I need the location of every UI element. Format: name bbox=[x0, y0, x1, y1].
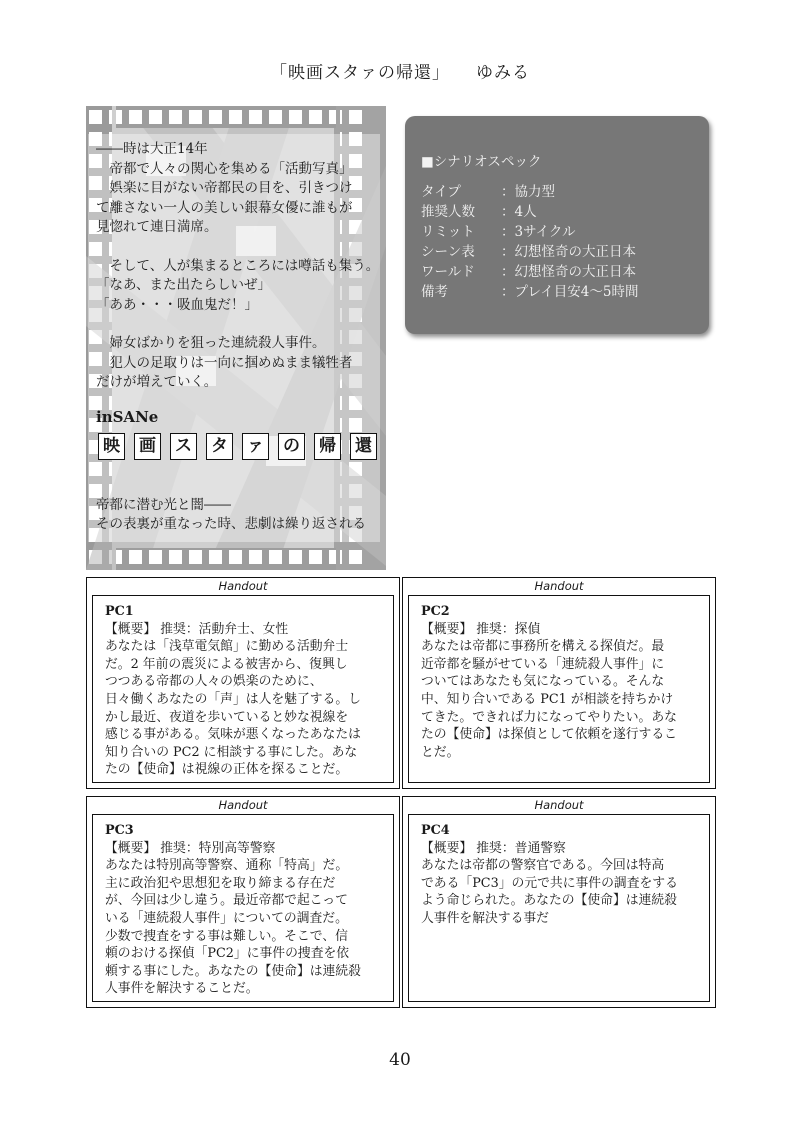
spec-title: ■シナリオスペック bbox=[421, 154, 542, 170]
spec-row: シーン表 ：幻想怪奇の大正日本 bbox=[421, 244, 636, 260]
handout-frame bbox=[92, 595, 394, 783]
title-char: 画 bbox=[134, 433, 161, 460]
title-char: 映 bbox=[98, 433, 125, 460]
title-char: タ bbox=[206, 433, 233, 460]
handout-label: Handout bbox=[218, 579, 268, 593]
title-char: ス bbox=[170, 433, 197, 460]
page-header bbox=[0, 58, 800, 83]
handout-summary: 【概要】 推奨：活動弁士、女性 bbox=[105, 621, 289, 637]
handout-summary: 【概要】 推奨：普通警察 bbox=[421, 840, 566, 856]
system-name: inSANe bbox=[96, 408, 159, 426]
handout-label: Handout bbox=[534, 579, 584, 593]
title-char: 帰 bbox=[314, 433, 341, 460]
handout-body: PC2 【概要】 推奨：探偵 あなたは帝都に事務所を構える探偵だ。最 近帝都を騒がせている「連続殺人事件」に ついてはあなたも気になっている。そんな 中、知り合いである PC1 が相談を持ちかけ てきた。できれば力になってやりたい。あな たの【使命】は探偵として依頼を遂行するこ とだ。 bbox=[421, 603, 697, 761]
tagline: 帝都に潜む光と闇―― bbox=[96, 497, 231, 513]
handout-summary: 【概要】 推奨：特別高等警察 bbox=[105, 840, 276, 856]
handout-pc4 bbox=[402, 796, 716, 1008]
handout-label: Handout bbox=[534, 798, 584, 812]
handout-pc2 bbox=[402, 577, 716, 789]
handout-frame bbox=[408, 814, 710, 1002]
spec-row: リミット ：3サイクル bbox=[421, 224, 576, 240]
handout-body: PC4 【概要】 推奨：普通警察 あなたは帝都の警察官である。今回は特高 である「PC3」の元で共に事件の調査をする よう命じられた。あなたの【使命】は連続殺 人事件を解決する事だ bbox=[421, 822, 697, 928]
spec-row: 推奨人数 ：4人 bbox=[421, 204, 537, 220]
page-number: 40 bbox=[389, 1050, 411, 1070]
scenario-spec-box bbox=[405, 116, 709, 334]
handout-body: PC1 【概要】 推奨：活動弁士、女性 あなたは「浅草電気館」に勤める活動弁士 だ。2 年前の震災による被害から、復興し つつある帝都の人々の娯楽のために、 日々働くあなたの「声」は人を魅了する。し かし最近、夜道を歩いていると妙な視線を 感じる事がある。気味が悪くなったあなたは 知り合いの PC2 に相談する事にした。あな たの【使命】は視線の正体を探ることだ。 bbox=[105, 603, 381, 779]
intro-paragraph: ――時は大正14年 帝都で人々の関心を集める「活動写真」 娯楽に目がない帝都民の目を、引きつけ て離さない一人の美しい銀幕女優に誰もが 見惚れて連日満席。 bbox=[96, 141, 353, 235]
pc-name: PC1 bbox=[105, 604, 134, 619]
spec-row: ワールド ：幻想怪奇の大正日本 bbox=[421, 264, 636, 280]
author-name: ゆみる bbox=[476, 63, 530, 83]
spec-row: 備考 ：プレイ目安4～5時間 bbox=[421, 284, 639, 300]
handout-summary: 【概要】 推奨：探偵 bbox=[421, 621, 541, 637]
title-char: の bbox=[278, 433, 305, 460]
title-logo bbox=[98, 433, 377, 460]
spec-row: タイプ ：協力型 bbox=[421, 184, 555, 200]
handout-frame bbox=[92, 814, 394, 1002]
handout-pc1 bbox=[86, 577, 400, 789]
intro-paragraph: 婦女ばかりを狙った連続殺人事件。 犯人の足取りは一向に掴めぬまま犠牲者 だけが増えていく。 bbox=[96, 335, 353, 390]
handout-body: PC3 【概要】 推奨：特別高等警察 あなたは特別高等警察、通称「特高」だ。 主に政治犯や思想犯を取り締まる存在だ が、今回は少し違う。最近帝都で起こって いる「連続殺人事件」についての調査だ。 少数で捜査をする事は難しい。そこで、信 頼のおける探偵「PC2」に事件の捜査を依 頼する事にした。あなたの【使命】は連続殺 人事件を解決することだ。 bbox=[105, 822, 381, 998]
pc-name: PC4 bbox=[421, 823, 450, 838]
intro-block bbox=[86, 106, 386, 570]
handout-pc3 bbox=[86, 796, 400, 1008]
scenario-title: 「映画スタァの帰還」 bbox=[270, 63, 450, 83]
handout-label: Handout bbox=[218, 798, 268, 812]
handout-frame bbox=[408, 595, 710, 783]
pc-name: PC3 bbox=[105, 823, 134, 838]
intro-paragraph: そして、人が集まるところには噂話も集う。 「なあ、また出たらしいぜ」 「ああ・・・吸血鬼だ！」 bbox=[96, 257, 380, 313]
intro-text bbox=[96, 140, 384, 393]
pc-name: PC2 bbox=[421, 604, 450, 619]
title-char: 還 bbox=[350, 433, 377, 460]
title-char: ァ bbox=[242, 433, 269, 460]
tagline: その表裏が重なった時、悲劇は繰り返される bbox=[96, 516, 366, 532]
